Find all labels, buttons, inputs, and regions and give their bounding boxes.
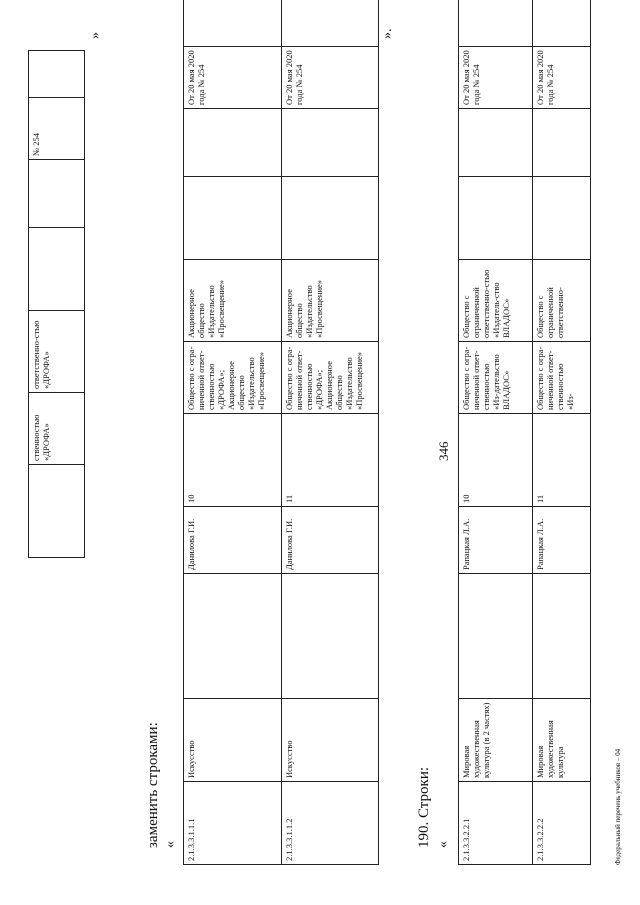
- top-cell-8: [29, 160, 85, 228]
- footer-text: Федеральный перечень учебников – 04: [614, 748, 622, 865]
- table-row: [184, 0, 282, 865]
- cell-title: [533, 574, 591, 699]
- cell-publisher2: Акционерное общество «Издательство «Просвещение»: [282, 260, 379, 342]
- cell-subject: Искусство: [184, 699, 282, 782]
- cell-author: Рапацкая Л.А.: [533, 507, 591, 574]
- cell-subject: Мировая художественная культура (в 2 частях): [459, 699, 533, 782]
- top-cell-7: [29, 228, 85, 311]
- closing-quote-1: ».: [380, 28, 395, 39]
- cell-publisher: Общество с огра-ниченной ответ-ственностью «ДРОФА»; Акционерное общество «Издательство «Просвещение»: [282, 342, 379, 414]
- cell-title: [282, 574, 379, 699]
- cell-grade: 10: [459, 414, 533, 507]
- page-number: 346: [436, 441, 451, 461]
- cell-c8: [282, 109, 379, 177]
- top-cell-5: ственностью «ДРОФА»: [29, 393, 85, 465]
- table-row: [282, 0, 379, 865]
- cell-c10: [459, 0, 533, 47]
- cell-subject: Искусство: [282, 699, 379, 782]
- cell-c8: [533, 109, 591, 177]
- cell-date: От 20 мая 2020 года № 254: [459, 47, 533, 109]
- cell-title: [459, 574, 533, 699]
- closing-quote-top: »: [88, 32, 103, 39]
- table-top-fragment: [28, 50, 85, 558]
- cell-publisher2: Общество с ограниченной ответственно-стью «Издатель-ство ВЛАДОС»: [459, 260, 533, 342]
- cell-code: 2.1.3.3.1.1.2: [282, 782, 379, 865]
- top-cell-9: № 254: [29, 98, 85, 160]
- cell-c7: [533, 177, 591, 260]
- cell-publisher2: Общество с ограниченной ответственно-: [533, 260, 591, 342]
- cell-c7: [282, 177, 379, 260]
- cell-publisher: Общество с огра-ниченной ответ-ственностью «ДРОФА»; Акционерное общество «Издательство «Просвещение»: [184, 342, 282, 414]
- top-cell-10: [29, 51, 85, 98]
- cell-code: 2.1.3.3.2.2.1: [459, 782, 533, 865]
- cell-c7: [459, 177, 533, 260]
- cell-c8: [459, 109, 533, 177]
- cell-subject: Мировая художественная культура: [533, 699, 591, 782]
- cell-c10: [282, 0, 379, 47]
- cell-code: 2.1.3.3.1.1.1: [184, 782, 282, 865]
- table-row-190: [458, 0, 591, 865]
- cell-c10: [533, 0, 591, 47]
- cell-author: Данилова Г.И.: [184, 507, 282, 574]
- cell-publisher2: Акционерное общество «Издательство «Просвещение»: [184, 260, 282, 342]
- cell-c8: [184, 109, 282, 177]
- cell-author: Рапацкая Л.А.: [459, 507, 533, 574]
- cell-publisher: Общество с огра-ниченной ответ-ственностью «Из-дательство ВЛАДОС»: [459, 342, 533, 414]
- table-row: [459, 0, 533, 865]
- cell-c7: [184, 177, 282, 260]
- cell-author: Данилова Г.И.: [282, 507, 379, 574]
- opening-quote-2: «: [436, 841, 451, 848]
- top-cell-6: ответственно-стью «ДРОФА»: [29, 311, 85, 393]
- cell-grade: 10: [184, 414, 282, 507]
- cell-title: [184, 574, 282, 699]
- table-row: [533, 0, 591, 865]
- cell-date: От 20 мая 2020 года № 254: [184, 47, 282, 109]
- opening-quote-1: «: [163, 841, 178, 848]
- heading-replace: заменить строками:: [145, 722, 161, 848]
- table-replacement-rows: [183, 0, 379, 865]
- cell-date: От 20 мая 2020 года № 254: [533, 47, 591, 109]
- top-cell-4: [29, 465, 85, 558]
- cell-publisher: Общество с огра-ниченной ответ-ственностью «Из-: [533, 342, 591, 414]
- cell-c10: [184, 0, 282, 47]
- cell-grade: 11: [533, 414, 591, 507]
- cell-grade: 11: [282, 414, 379, 507]
- cell-date: От 20 мая 2020 года № 254: [282, 47, 379, 109]
- cell-code: 2.1.3.3.2.2.2: [533, 782, 591, 865]
- heading-190: 190. Строки:: [416, 766, 432, 848]
